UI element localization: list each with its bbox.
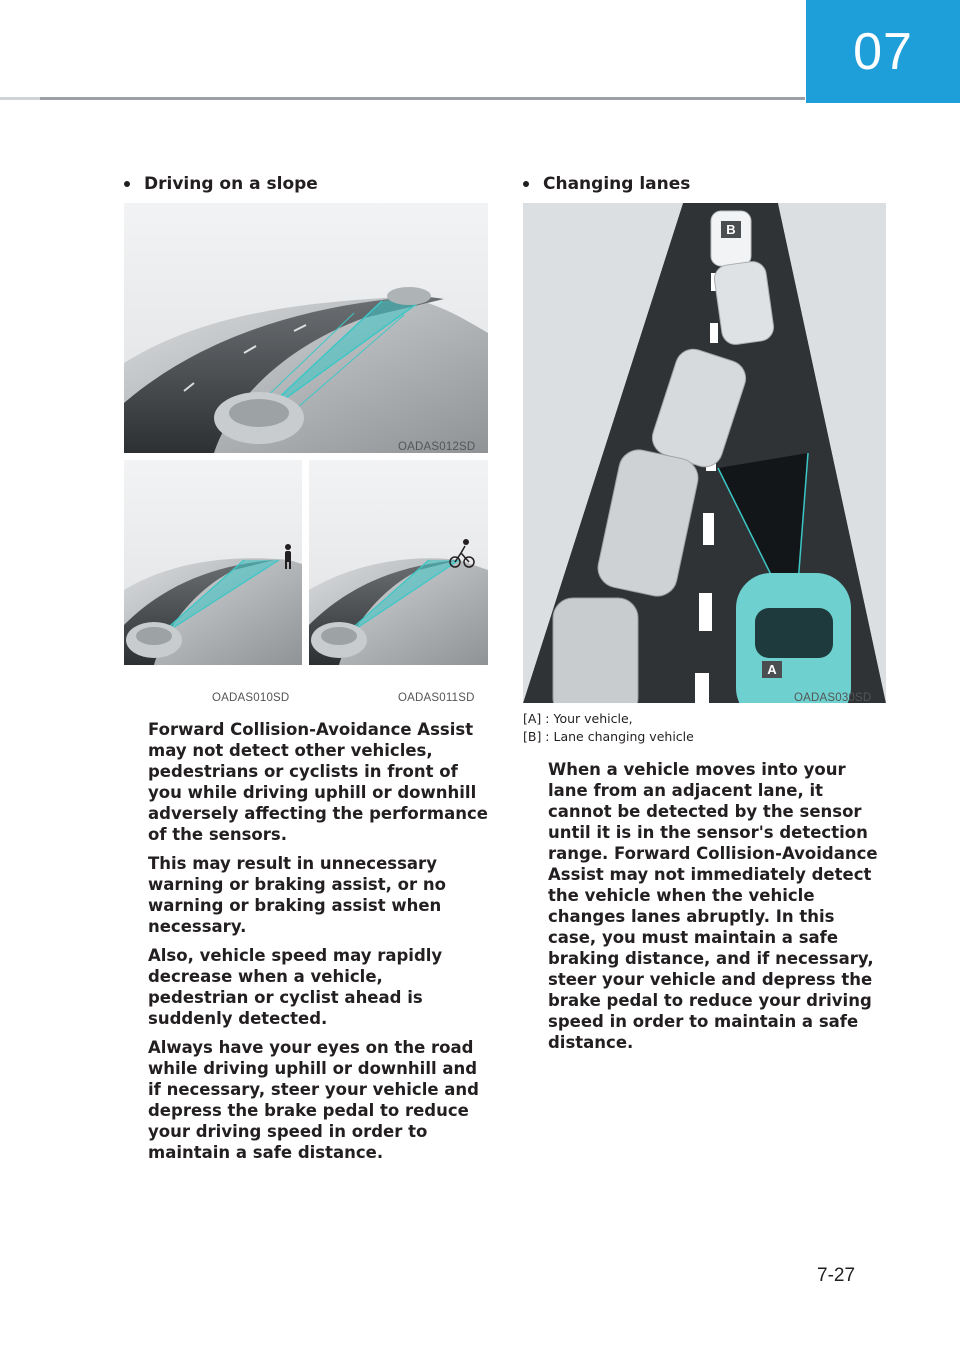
figure-code: OADAS011SD — [398, 692, 475, 704]
figure-lane-change — [523, 203, 886, 703]
header-rule — [0, 97, 805, 100]
paragraph: Always have your eyes on the road while driving uphill or downhill and if necessary, steer your vehicle and depress the brake pedal to reduce your driving speed in order to maintain a safe distance. — [148, 1038, 479, 1162]
header-rule-accent — [0, 97, 40, 100]
figure-code: OADAS010SD — [212, 692, 290, 704]
bullet-icon — [523, 181, 529, 187]
page-number: 7-27 — [817, 1265, 856, 1286]
lanes-body-text — [548, 759, 886, 1061]
figure-caption — [523, 710, 886, 746]
caption-line: [B] : Lane changing vehicle — [523, 729, 694, 744]
chapter-tab — [806, 0, 960, 103]
section-heading-lanes — [523, 174, 690, 194]
label-b: B — [726, 222, 736, 237]
paragraph: Forward Collision-Avoidance Assist may not detect other vehicles, pedestrians or cyclists in front of you while driving uphill or downhill adversely affecting the performance of the sensors. — [148, 720, 488, 844]
chapter-number: 07 — [853, 22, 913, 81]
figure-slope-cyclist — [309, 460, 488, 665]
lane-change-illustration — [523, 203, 886, 703]
figure-slope-vehicle — [124, 203, 488, 453]
section-heading-slope — [124, 174, 318, 194]
bullet-icon — [124, 181, 130, 187]
slope-vehicle-illustration — [124, 203, 488, 453]
slope-pedestrian-illustration — [124, 460, 302, 665]
paragraph: Also, vehicle speed may rapidly decrease when a vehicle, pedestrian or cyclist ahead is suddenly detected. — [148, 946, 443, 1028]
heading-text: Changing lanes — [543, 174, 691, 194]
slope-cyclist-illustration — [309, 460, 488, 665]
paragraph: When a vehicle moves into your lane from an adjacent lane, it cannot be detected by the sensor until it is in the sensor's detection range. Forward Collision-Avoidance Assist may not immediately detect the vehicle when the vehicle changes lanes abruptly. In this case, you must maintain a safe braking distance, and if necessary, steer your vehicle and depress the brake pedal to reduce your driving speed in order to maintain a safe distance. — [548, 760, 878, 1052]
heading-text: Driving on a slope — [144, 174, 318, 194]
slope-body-text — [148, 719, 488, 1171]
paragraph: This may result in unnecessary warning or braking assist, or no warning or braking assist when necessary. — [148, 854, 446, 936]
figure-slope-pedestrian — [124, 460, 302, 665]
caption-line: [A] : Your vehicle, — [523, 711, 633, 726]
label-a: A — [767, 662, 777, 677]
figure-code: OADAS030SD — [794, 692, 872, 704]
figure-code: OADAS012SD — [398, 441, 476, 453]
